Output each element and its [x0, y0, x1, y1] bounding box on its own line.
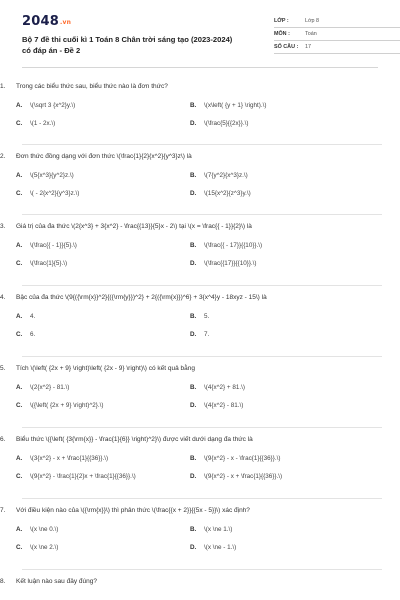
option-text: \(7{y^2}{x^3}z.\) — [204, 172, 248, 179]
question-stem — [0, 222, 400, 231]
option-text: \( - 2{x^2}{y^3}z.\) — [30, 190, 80, 197]
option-text: 7. — [204, 331, 210, 338]
answer-option-d[interactable] — [190, 331, 364, 338]
option-letter: C. — [16, 544, 23, 551]
option-letter: D. — [190, 260, 197, 267]
question-divider — [22, 214, 382, 215]
option-row — [16, 260, 400, 267]
option-letter: C. — [16, 473, 23, 480]
answer-option-a[interactable] — [16, 172, 190, 179]
option-row — [16, 473, 400, 480]
question-text: Giá trị của đa thức \(2{x^3} + 3{x^2} - \frac{{13}}{5}x - 2\) tại \(x = \frac{{ - 1}}{2}\) là — [16, 223, 252, 230]
question-stem — [0, 577, 400, 586]
question-stem — [0, 82, 400, 91]
question-number: 5. — [0, 365, 6, 372]
meta-row-class: LỚP : Lớp 8 — [274, 15, 400, 28]
option-letter: C. — [16, 331, 23, 338]
option-text: \(x \ne 1.\) — [204, 526, 233, 533]
answer-option-b[interactable] — [190, 102, 364, 109]
option-text: \(x \ne 2.\) — [30, 544, 59, 551]
option-letter: B. — [190, 172, 197, 179]
question-2 — [0, 152, 400, 197]
option-text: \(5{x^3}{y^2}z.\) — [30, 172, 74, 179]
option-text: \(\sqrt 3 {x^2}y.\) — [30, 102, 76, 109]
option-text: 6. — [30, 331, 36, 338]
option-letter: A. — [16, 384, 23, 391]
question-text: Đơn thức đồng dạng với đơn thức \(\frac{1}{2}{x^2}{y^3}z\) là — [16, 153, 192, 160]
option-text: \(x \ne - 1.\) — [204, 544, 237, 551]
option-text: \(3{x^2} - x + \frac{1}{{36}}.\) — [30, 455, 109, 462]
option-row — [16, 190, 400, 197]
question-3 — [0, 222, 400, 267]
question-stem — [0, 293, 400, 302]
option-letter: B. — [190, 242, 197, 249]
answer-option-b[interactable] — [190, 455, 364, 462]
option-letter: B. — [190, 455, 197, 462]
option-letter: A. — [16, 242, 23, 249]
option-letter: D. — [190, 331, 197, 338]
question-divider — [22, 285, 382, 286]
option-text: \(x\left( {y + 1} \right).\) — [204, 102, 267, 109]
question-number: 4. — [0, 294, 6, 301]
question-text: Tích \(\left( {2x + 9} \right)\left( {2x - 9} \right)\) có kết quả bằng — [16, 365, 196, 372]
meta-row-subject: MÔN : Toán — [274, 28, 400, 41]
option-letter: A. — [16, 455, 23, 462]
option-row — [16, 544, 400, 551]
option-text: 5. — [204, 313, 210, 320]
option-letter: B. — [190, 313, 197, 320]
option-text: \(15{x^2}{z^3}y.\) — [204, 190, 251, 197]
question-number: 7. — [0, 507, 6, 514]
option-row — [16, 455, 400, 462]
answer-option-b[interactable] — [190, 526, 364, 533]
question-6 — [0, 435, 400, 480]
question-1 — [0, 82, 400, 127]
option-letter: D. — [190, 190, 197, 197]
answer-option-c[interactable] — [16, 402, 190, 409]
question-number: 2. — [0, 153, 6, 160]
option-text: \(9{x^2} - \frac{1}{2}x + \frac{1}{{36}}.\) — [30, 473, 136, 480]
question-text: Trong các biểu thức sau, biểu thức nào là đơn thức? — [16, 83, 168, 90]
question-5 — [0, 364, 400, 409]
answer-option-a[interactable] — [16, 526, 190, 533]
option-row — [16, 172, 400, 179]
question-4 — [0, 293, 400, 338]
question-divider — [22, 356, 382, 357]
answer-option-c[interactable] — [16, 260, 190, 267]
option-letter: C. — [16, 190, 23, 197]
option-row — [16, 242, 400, 249]
option-row — [16, 384, 400, 391]
option-text: \(9{x^2} - x + \frac{1}{{36}}.\) — [204, 473, 283, 480]
option-letter: D. — [190, 473, 197, 480]
option-letter: B. — [190, 526, 197, 533]
option-text: \(\frac{1}{5}.\) — [30, 260, 68, 267]
question-8 — [0, 577, 400, 586]
option-row — [16, 313, 400, 320]
question-number: 8. — [0, 578, 6, 585]
option-letter: D. — [190, 544, 197, 551]
question-divider — [22, 498, 382, 499]
answer-option-b[interactable] — [190, 313, 364, 320]
answer-option-d[interactable] — [190, 402, 364, 409]
header-divider — [22, 67, 378, 68]
option-row — [16, 526, 400, 533]
option-text: \(2{x^2} - 81.\) — [30, 384, 70, 391]
answer-option-a[interactable] — [16, 313, 190, 320]
option-letter: D. — [190, 120, 197, 127]
option-text: \(9{x^2} - x - \frac{1}{{36}}.\) — [204, 455, 281, 462]
answer-option-c[interactable] — [16, 473, 190, 480]
question-number: 3. — [0, 223, 6, 230]
question-text: Kết luận nào sau đây đúng? — [16, 578, 97, 585]
site-logo[interactable]: 2048.vn — [22, 14, 72, 29]
question-text: Bậc của đa thức \(9{({\rm{x}}^2}{({\rm{y}})^2} + 2{({\rm{x}})^6} + 3{x^4}y - 18xyz - 15\) là — [16, 294, 267, 301]
doc-title: Bộ 7 đề thi cuối kì 1 Toán 8 Chân trời sáng tạo (2023-2024) có đáp án - Đề 2 — [22, 35, 233, 55]
answer-option-a[interactable] — [16, 242, 190, 249]
option-text: \(\frac{{ - 17}}{{10}}.\) — [204, 242, 263, 249]
option-row — [16, 120, 400, 127]
question-text: Với điều kiện nào của \({\rm{x}}\) thì phân thức \(\frac{{x + 2}}{{5x - 5}}\) xác định? — [16, 507, 250, 514]
question-stem — [0, 435, 400, 444]
option-letter: C. — [16, 260, 23, 267]
question-divider — [22, 569, 382, 570]
option-text: 4. — [30, 313, 36, 320]
header — [22, 0, 378, 70]
option-text: \(\frac{{ - 1}}{5}.\) — [30, 242, 77, 249]
option-letter: D. — [190, 402, 197, 409]
answer-option-c[interactable] — [16, 190, 190, 197]
option-text: \(1 - 2x.\) — [30, 120, 56, 127]
question-stem — [0, 506, 400, 515]
answer-option-d[interactable] — [190, 120, 364, 127]
option-letter: A. — [16, 526, 23, 533]
meta-row-count: SỐ CÂU : 17 — [274, 41, 400, 54]
answer-option-d[interactable] — [190, 260, 364, 267]
question-number: 1. — [0, 83, 6, 90]
option-letter: A. — [16, 172, 23, 179]
answer-option-d[interactable] — [190, 544, 364, 551]
option-letter: C. — [16, 120, 23, 127]
option-text: \(\frac{{17}}{{10}}.\) — [204, 260, 257, 267]
option-row — [16, 102, 400, 109]
answer-option-c[interactable] — [16, 544, 190, 551]
answer-option-b[interactable] — [190, 172, 364, 179]
option-letter: B. — [190, 384, 197, 391]
answer-option-c[interactable] — [16, 120, 190, 127]
question-stem — [0, 364, 400, 373]
option-letter: A. — [16, 102, 23, 109]
exam-meta — [274, 15, 400, 54]
option-letter: C. — [16, 402, 23, 409]
answer-option-b[interactable] — [190, 242, 364, 249]
answer-option-a[interactable] — [16, 102, 190, 109]
option-text: \(4{x^2} + 81.\) — [204, 384, 245, 391]
question-stem — [0, 152, 400, 161]
question-divider — [22, 427, 382, 428]
option-text: \(x \ne 0.\) — [30, 526, 59, 533]
question-text: Biểu thức \({\left( {3{\rm{x}} - \frac{1}{6}} \right)^2}\) được viết dưới dạng đa thức là — [16, 436, 253, 443]
answer-option-d[interactable] — [190, 190, 364, 197]
option-text: \(4{x^2} - 81.\) — [204, 402, 244, 409]
option-text: \(\frac{5}{{2x}}.\) — [204, 120, 249, 127]
answer-option-b[interactable] — [190, 384, 364, 391]
option-text: \({\left( {2x + 9} \right)^2}.\) — [30, 402, 104, 409]
option-letter: B. — [190, 102, 197, 109]
option-row — [16, 331, 400, 338]
question-number: 6. — [0, 436, 6, 443]
answer-option-c[interactable] — [16, 331, 190, 338]
question-7 — [0, 506, 400, 551]
option-row — [16, 402, 400, 409]
answer-option-a[interactable] — [16, 384, 190, 391]
option-letter: A. — [16, 313, 23, 320]
question-divider — [22, 144, 382, 145]
answer-option-d[interactable] — [190, 473, 364, 480]
answer-option-a[interactable] — [16, 455, 190, 462]
